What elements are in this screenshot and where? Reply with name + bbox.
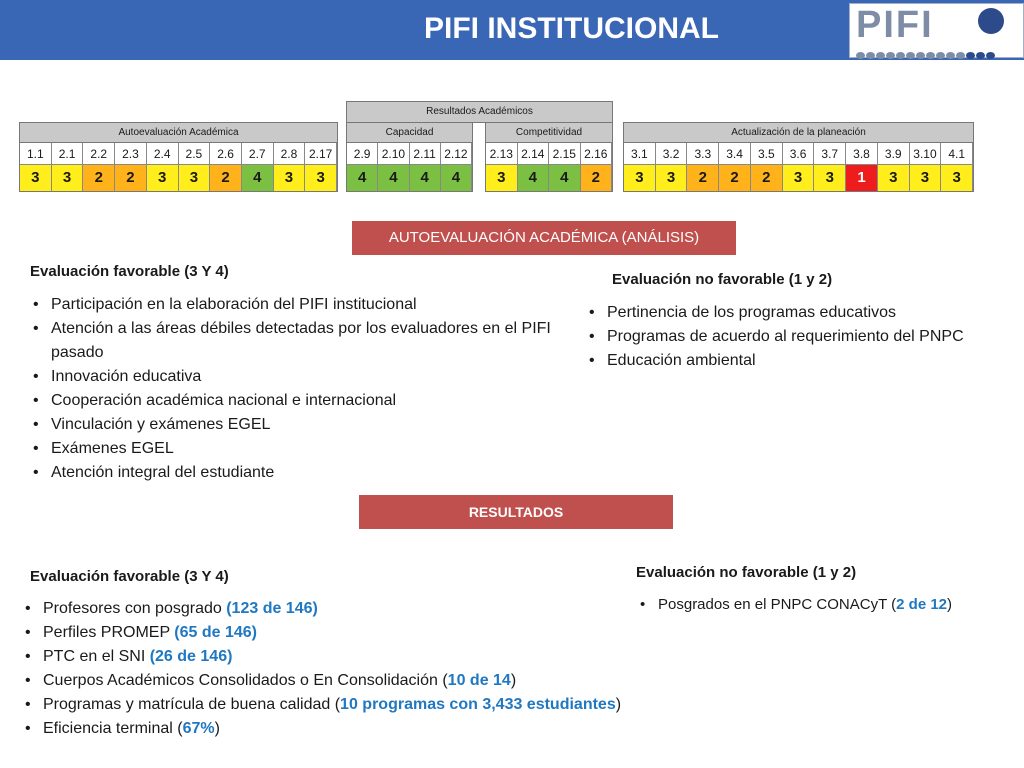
list-item: • PTC en el SNI (26 de 146) <box>21 645 701 669</box>
indicator-code: 3.5 <box>751 143 783 165</box>
indicator-score: 3 <box>274 165 306 191</box>
indicator-score: 2 <box>83 165 115 191</box>
indicator-score: 3 <box>814 165 846 191</box>
score-group-box <box>19 122 338 192</box>
indicator-code: 2.9 <box>347 143 378 165</box>
list-item: • Pertinencia de los programas educativos <box>585 301 1015 325</box>
indicator-code: 2.5 <box>179 143 211 165</box>
list-item: • Perfiles PROMEP (65 de 146) <box>21 621 701 645</box>
score-group-box <box>346 122 473 192</box>
group-competitividad <box>485 122 613 192</box>
results-unfavorable-title: Evaluación no favorable (1 y 2) <box>636 564 857 581</box>
group-label: Actualización de la planeación <box>624 123 973 143</box>
list-item: • Atención a las áreas débiles detectadas por los evaluadores en el PIFI pasado <box>29 317 564 365</box>
score-row <box>347 165 472 191</box>
analysis-favorable-title: Evaluación favorable (3 Y 4) <box>30 263 229 280</box>
indicator-code: 3.6 <box>783 143 815 165</box>
indicator-score: 3 <box>941 165 973 191</box>
list-item: • Programas de acuerdo al requerimiento del PNPC <box>585 325 1015 349</box>
indicator-score: 1 <box>846 165 878 191</box>
indicator-score: 3 <box>878 165 910 191</box>
indicator-score: 4 <box>378 165 409 191</box>
indicator-code: 4.1 <box>941 143 973 165</box>
logo-wordmark: PIFI <box>856 4 934 46</box>
analysis-unfavorable-list <box>585 301 1015 373</box>
indicator-score: 3 <box>305 165 337 191</box>
indicator-code: 2.3 <box>115 143 147 165</box>
pifi-logo <box>849 3 1024 58</box>
indicator-code: 2.6 <box>210 143 242 165</box>
indicator-code: 3.3 <box>687 143 719 165</box>
indicator-code: 2.11 <box>410 143 441 165</box>
list-item: • Educación ambiental <box>585 349 1015 373</box>
indicator-code: 2.13 <box>486 143 518 165</box>
indicator-code: 2.8 <box>274 143 306 165</box>
indicator-score: 2 <box>719 165 751 191</box>
indicator-code: 2.17 <box>305 143 337 165</box>
group-label: Competitividad <box>486 123 612 143</box>
list-item: • Atención integral del estudiante <box>29 461 564 485</box>
results-academic-header: Resultados Académicos <box>346 101 613 123</box>
results-unfavorable-list <box>636 593 1016 617</box>
analysis-unfavorable-title: Evaluación no favorable (1 y 2) <box>612 271 833 288</box>
indicator-score: 4 <box>518 165 550 191</box>
indicator-score: 4 <box>410 165 441 191</box>
indicator-score: 2 <box>751 165 783 191</box>
analysis-banner: AUTOEVALUACIÓN ACADÉMICA (ANÁLISIS) <box>352 221 736 255</box>
score-group-box <box>623 122 974 192</box>
indicator-score: 3 <box>624 165 656 191</box>
logo-sphere-icon <box>978 8 1004 34</box>
indicator-score: 4 <box>549 165 581 191</box>
indicator-code: 2.15 <box>549 143 581 165</box>
indicator-code: 1.1 <box>20 143 52 165</box>
indicator-score: 2 <box>115 165 147 191</box>
indicator-code: 2.10 <box>378 143 409 165</box>
results-favorable-list <box>21 597 701 741</box>
list-item: • Participación en la elaboración del PIFI institucional <box>29 293 564 317</box>
indicator-code: 3.8 <box>846 143 878 165</box>
group-capacidad <box>346 122 473 192</box>
results-banner: RESULTADOS <box>359 495 673 529</box>
page-title: PIFI INSTITUCIONAL <box>424 12 719 45</box>
list-item: • Profesores con posgrado (123 de 146) <box>21 597 701 621</box>
code-row <box>486 143 612 165</box>
list-item: • Posgrados en el PNPC CONACyT (2 de 12) <box>636 593 1016 617</box>
score-row <box>624 165 973 191</box>
list-item: • Innovación educativa <box>29 365 564 389</box>
analysis-favorable-list <box>29 293 564 485</box>
indicator-score: 4 <box>441 165 472 191</box>
code-row <box>20 143 337 165</box>
group-label: Autoevaluación Académica <box>20 123 337 143</box>
indicator-score: 3 <box>783 165 815 191</box>
indicator-code: 3.7 <box>814 143 846 165</box>
indicator-code: 2.14 <box>518 143 550 165</box>
title-bar <box>0 0 1024 60</box>
group-actualizacion <box>623 122 974 192</box>
indicator-score: 2 <box>581 165 613 191</box>
indicator-code: 2.16 <box>581 143 613 165</box>
code-row <box>347 143 472 165</box>
score-row <box>486 165 612 191</box>
list-item: • Eficiencia terminal (67%) <box>21 717 701 741</box>
indicator-code: 3.4 <box>719 143 751 165</box>
indicator-code: 2.2 <box>83 143 115 165</box>
indicator-score: 3 <box>656 165 688 191</box>
indicator-code: 2.12 <box>441 143 472 165</box>
indicator-score: 2 <box>687 165 719 191</box>
list-item: • Programas y matrícula de buena calidad (10 programas con 3,433 estudiantes) <box>21 693 701 717</box>
list-item: • Exámenes EGEL <box>29 437 564 461</box>
list-item: • Cuerpos Académicos Consolidados o En Consolidación (10 de 14) <box>21 669 701 693</box>
indicator-score: 2 <box>210 165 242 191</box>
indicator-score: 3 <box>20 165 52 191</box>
indicator-code: 3.1 <box>624 143 656 165</box>
group-label: Capacidad <box>347 123 472 143</box>
indicator-score: 3 <box>486 165 518 191</box>
indicator-score: 4 <box>242 165 274 191</box>
indicator-code: 3.2 <box>656 143 688 165</box>
logo-dots-icon <box>856 46 996 64</box>
indicator-code: 2.7 <box>242 143 274 165</box>
indicator-code: 3.9 <box>878 143 910 165</box>
indicator-code: 2.1 <box>52 143 84 165</box>
indicator-score: 4 <box>347 165 378 191</box>
group-autoevaluacion <box>19 122 338 192</box>
indicator-code: 2.4 <box>147 143 179 165</box>
indicator-score: 3 <box>179 165 211 191</box>
indicator-score: 3 <box>52 165 84 191</box>
results-favorable-title: Evaluación favorable (3 Y 4) <box>30 568 229 585</box>
indicator-score: 3 <box>147 165 179 191</box>
indicator-score: 3 <box>910 165 942 191</box>
list-item: • Cooperación académica nacional e internacional <box>29 389 564 413</box>
score-group-box <box>485 122 613 192</box>
code-row <box>624 143 973 165</box>
indicator-code: 3.10 <box>910 143 942 165</box>
score-row <box>20 165 337 191</box>
list-item: • Vinculación y exámenes EGEL <box>29 413 564 437</box>
